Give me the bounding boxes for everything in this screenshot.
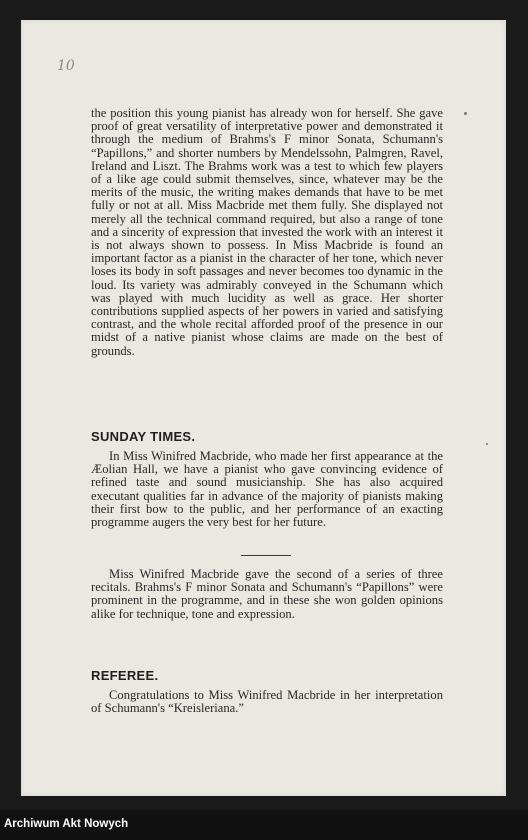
archive-footer-bar <box>0 810 528 840</box>
heading-sunday-times: SUNDAY TIMES. <box>91 429 196 444</box>
archive-label: Archiwum Akt Nowych <box>4 818 129 830</box>
sunday-times-review: In Miss Winifred Macbride, who made her first appearance at the Æolian Hall, we have a pianist who gave convincing evidence of refined taste and sound musicianship. She has also acquired executant qualities far in advance of the majority of pianists making their first bow to the public, and her performance of an exacting programme augers the very best for her future. <box>91 449 443 530</box>
referee-review: Congratulations to Miss Winifred Macbride in her interpretation of Schumann's “Kreisleriana.” <box>91 688 443 716</box>
paper-speck <box>464 112 467 115</box>
section-divider <box>241 555 291 556</box>
second-recital-review: Miss Winifred Macbride gave the second of a series of three recitals. Brahms's F minor Sonata and Schumann's “Papillons” were prominent in the programme, and in these she won golden opinions alike for technique, tone and expression. <box>91 567 443 621</box>
review-paragraph-continued: the position this young pianist has already won for herself. She gave proof of great versatility of interpretative power and demonstrated it through the medium of Brahms's F minor Sonata, Schumann's “Papillons,” and shorter numbers by Mendelssohn, Palmgren, Ravel, Ireland and Liszt. The Brahms work was a test to which few players of a like age could submit themselves, since, whatever may be the merits of the music, the writing makes demands that have to be met fully or not at all. Miss Macbride met them fully. She displayed not merely all the technical command required, but also a range of tone and a sincerity of expression that invested the work with an interest it is not always shown to possess. In Miss Macbride is found an important factor as a pianist in the character of her tone, which never loses its body in soft passages and never becomes too dynamic in the loud. Its variety was admirably conveyed in the Schumann which was played with much lucidity as well as grace. Her shorter contributions supplied aspects of her powers in varied and satisfying contrast, and the whole recital afforded proof of the presence in our midst of a native pianist whose claims are made on the best of grounds. <box>91 106 443 358</box>
document-page <box>21 20 506 796</box>
heading-referee: REFEREE. <box>91 668 159 683</box>
paper-speck <box>486 443 488 445</box>
handwritten-page-number: 10 <box>57 58 75 74</box>
